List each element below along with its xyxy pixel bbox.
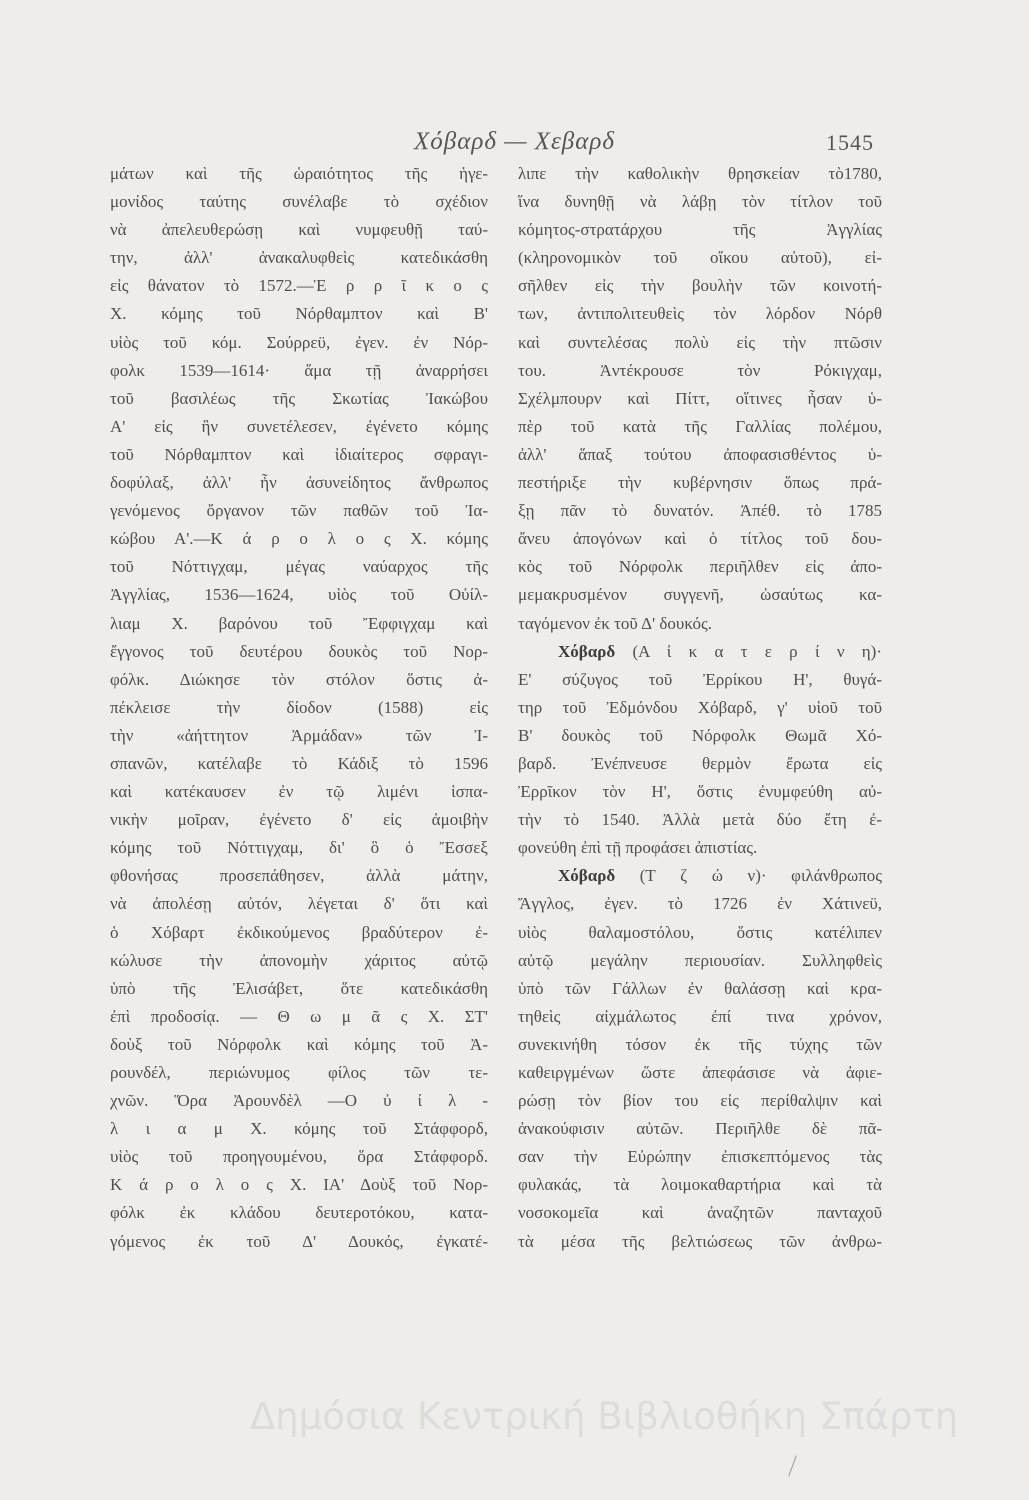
text-line: γόμενος ἐκ τοῦ Δ' Δουκός, ἐγκατέ- — [110, 1231, 488, 1251]
text-line: βαρδ. Ἐνέπνευσε θερμὸν ἔρωτα εἰς — [518, 753, 882, 773]
text-line: ρώσῃ τὸν βίον του εἰς περίθαλψιν καὶ — [518, 1091, 882, 1111]
text-line: τοῦ βασιλέως τῆς Σκωτίας Ἰακώβου — [110, 388, 488, 408]
text-line: πεστήριξε τὴν κυβέρνησιν ὅπως πρά- — [518, 473, 882, 493]
text-line — [518, 862, 882, 890]
text-line: καὶ κατέκαυσεν ἐν τῷ λιμένι ἱσπα- — [110, 782, 488, 802]
scan-speck — [788, 1455, 796, 1476]
text-line: φθονήσας προσεπάθησεν, ἀλλὰ μάτην, — [110, 866, 488, 886]
text-line: ρουνδέλ, περιώνυμος φίλος τῶν τε- — [110, 1063, 488, 1082]
text-line: μάτων καὶ τῆς ὡραιότητος τῆς ἡγε- — [110, 164, 488, 183]
text-line: μεμακρυσμένον συγγενῆ, ὡσαύτως κα- — [518, 585, 882, 605]
text-line: υἱὸς τοῦ κόμ. Σούρρεϋ, ἐγεν. ἐν Νόρ- — [110, 332, 488, 352]
text-line: λ ι α μ Χ. κόμης τοῦ Στάφφορδ, — [110, 1119, 488, 1139]
page-number: 1545 — [826, 130, 874, 155]
text-line: πὲρ τοῦ κατὰ τῆς Γαλλίας πολέμου, — [518, 416, 882, 436]
text-line: ἐπὶ προδοσίᾳ. — Θ ω μ ᾶ ς Χ. ΣΤ' — [110, 1006, 488, 1026]
text-line: (κληρονομικὸν τοῦ οἴκου αὐτοῦ), εἰ- — [518, 248, 882, 268]
text-line: υἱὸς θαλαμοστόλου, ὅστις κατέλιπεν — [518, 922, 882, 942]
text-line: ἀλλ' ἅπαξ τούτου ἀποφασισθέντος ὑ- — [518, 444, 882, 464]
line-text: (Τ ζ ώ ν)· φιλάνθρωπος — [639, 866, 882, 886]
text-line: τὴν τὸ 1540. Ἀλλὰ μετὰ δύο ἔτη ἐ- — [518, 810, 882, 830]
text-line: κόμης τοῦ Νόττιγχαμ, δι' ὃ ὁ Ἔσσεξ — [110, 838, 488, 858]
text-line: Σχέλμπουρν καὶ Πίττ, οἵτινες ἦσαν ὑ- — [518, 388, 882, 408]
text-line: ἄνευ ἀπογόνων καὶ ὁ τίτλος τοῦ δου- — [518, 529, 882, 549]
text-line: ἵνα δυνηθῇ νὰ λάβῃ τὸν τίτλον τοῦ — [518, 192, 882, 212]
text-line: νὰ ἀπολέσῃ αὐτόν, λέγεται δ' ὅτι καὶ — [110, 894, 488, 914]
right-column — [518, 160, 882, 1256]
text-line: Ἐρρῖκον τὸν Η', ὅστις ἐνυμφεύθη αὐ- — [518, 782, 882, 802]
text-line: φόλκ ἐκ κλάδου δευτεροτόκου, κατα- — [110, 1203, 488, 1223]
text-line: καθειργμένων ὥστε ἀπεφάσισε νὰ ἀφιε- — [518, 1063, 882, 1082]
library-watermark: Δημόσια Κεντρική Βιβλιοθήκη Σπάρτη — [250, 1395, 959, 1438]
text-line: τηθεὶς αἰχμάλωτος ἐπί τινα χρόνον, — [518, 1006, 882, 1026]
text-line: κώβου Α'.—Κ ά ρ ο λ ο ς Χ. κόμης — [110, 529, 488, 549]
text-line: τηρ τοῦ Ἐδμόνδου Χόβαρδ, γ' υἱοῦ τοῦ — [518, 697, 882, 717]
text-line: σαν τὴν Εὐρώπην ἐπισκεπτόμενος τὰς — [518, 1147, 882, 1167]
text-line: ἔγγονος τοῦ δευτέρου δουκὸς τοῦ Νορ- — [110, 641, 488, 661]
text-line: υἱὸς τοῦ προηγουμένου, ὅρα Στάφφορδ. — [110, 1147, 488, 1167]
text-line: φόλκ. Διώκησε τὸν στόλον ὅστις ἀ- — [110, 669, 488, 689]
text-line: νικὴν μοῖραν, ἐγένετο δ' εἰς ἀμοιβὴν — [110, 810, 488, 830]
text-line: ὁ Χόβαρτ ἐκδικούμενος βραδύτερον ἐ- — [110, 922, 488, 942]
text-line: Κ ά ρ ο λ ο ς Χ. ΙΑ' Δοὺξ τοῦ Νορ- — [110, 1175, 488, 1195]
running-header: Χόβαρδ — Χεβαρδ — [413, 128, 615, 155]
text-line: αὐτῷ μεγάλην περιουσίαν. Συλληφθεὶς — [518, 950, 882, 970]
text-line: Ε' σύζυγος τοῦ Ἐρρίκου Η', θυγά- — [518, 669, 882, 689]
text-line: ξῃ πᾶν τὸ δυνατόν. Ἀπέθ. τὸ 1785 — [518, 501, 882, 521]
text-line: πέκλεισε τὴν δίοδον (1588) εἰς — [110, 697, 488, 717]
text-line: νοσοκομεῖα καὶ ἀναζητῶν πανταχοῦ — [518, 1203, 882, 1223]
text-line: ἀνακούφισιν αὐτῶν. Περιῆλθε δὲ πᾶ- — [518, 1119, 882, 1139]
text-line: λιαμ Χ. βαρόνου τοῦ Ἔφφιγχαμ καὶ — [110, 613, 488, 633]
text-line: νὰ ἀπελευθερώσῃ καὶ νυμφευθῇ ταύ- — [110, 220, 488, 240]
text-line: την, ἀλλ' ἀνακαλυφθεὶς κατεδικάσθη — [110, 248, 488, 268]
text-line: Ἀγγλίας, 1536—1624, υἱὸς τοῦ Οὐίλ- — [110, 585, 488, 605]
text-line: φυλακάς, τὰ λοιμοκαθαρτήρια καὶ τὰ — [518, 1175, 882, 1195]
text-line: φολκ 1539—1614· ἅμα τῇ ἀναρρήσει — [110, 360, 488, 380]
text-line: Β' δουκὸς τοῦ Νόρφολκ Θωμᾶ Χό- — [518, 725, 882, 745]
entry-headword: Χόβαρδ — [558, 641, 616, 661]
text-line: του. Ἀντέκρουσε τὸν Ρόκιγχαμ, — [518, 360, 882, 380]
text-line: σπανῶν, κατέλαβε τὸ Κάδιξ τὸ 1596 — [110, 753, 488, 773]
text-line: κὸς τοῦ Νόρφολκ περιῆλθεν εἰς ἀπο- — [518, 557, 882, 577]
text-line: δοὺξ τοῦ Νόρφολκ καὶ κόμης τοῦ Ἀ- — [110, 1034, 488, 1054]
text-line: τοῦ Νόττιγχαμ, μέγας ναύαρχος τῆς — [110, 557, 488, 577]
text-line: καὶ συντελέσας πολὺ εἰς τὴν πτῶσιν — [518, 332, 882, 352]
text-line: Χ. κόμης τοῦ Νόρθαμπτον καὶ Β' — [110, 304, 488, 324]
text-line: σῆλθεν εἰς τὴν βουλὴν τῶν κοινοτή- — [518, 276, 882, 296]
text-line: συνεκινήθη τόσον ἐκ τῆς τύχης τῶν — [518, 1034, 882, 1054]
text-line: των, ἀντιπολιτευθεὶς τὸν λόρδον Νόρθ — [518, 304, 882, 324]
text-line: κόμητος-στρατάρχου τῆς Ἀγγλίας — [518, 220, 882, 240]
text-line: κώλυσε τὴν ἀπονομὴν χάριτος αὐτῷ — [110, 950, 488, 970]
text-line — [518, 638, 882, 666]
text-line: τὰ μέσα τῆς βελτιώσεως τῶν ἀνθρω- — [518, 1231, 882, 1251]
text-line: τὴν «ἀήττητον Ἀρμάδαν» τῶν Ἰ- — [110, 725, 488, 745]
text-line: ταγόμενον ἐκ τοῦ Δ' δουκός. — [518, 613, 712, 633]
text-line: τοῦ Νόρθαμπτον καὶ ἰδιαίτερος σφραγι- — [110, 444, 488, 464]
left-column — [110, 160, 488, 1256]
text-line: εἰς θάνατον τὸ 1572.—Ἑ ρ ρ ῖ κ ο ς — [110, 276, 488, 296]
text-line: χνῶν. Ὅρα Ἀρουνδὲλ —Ο ὐ ί λ - — [110, 1091, 488, 1111]
text-line: λιπε τὴν καθολικὴν θρησκείαν τὸ1780, — [518, 164, 882, 183]
line-text: (Α ἰ κ α τ ε ρ ί ν η)· — [632, 641, 882, 661]
text-line: Α' εἰς ἣν συνετέλεσεν, ἐγένετο κόμης — [110, 416, 488, 436]
text-line: γενόμενος ὄργανον τῶν παθῶν τοῦ Ἰα- — [110, 501, 488, 521]
text-line: Ἄγγλος, ἐγεν. τὸ 1726 ἐν Χάτινεϋ, — [518, 894, 882, 914]
text-line: δοφύλαξ, ἀλλ' ἦν ἀσυνείδητος ἄνθρωπος — [110, 473, 488, 493]
text-line: μονίδος ταύτης συνέλαβε τὸ σχέδιον — [110, 192, 488, 212]
entry-headword: Χόβαρδ — [558, 866, 616, 886]
text-line: ὑπὸ τῶν Γάλλων ἐν θαλάσσῃ καὶ κρα- — [518, 978, 882, 998]
text-line: ὑπὸ τῆς Ἐλισάβετ, ὅτε κατεδικάσθη — [110, 978, 488, 998]
text-line: φονεύθη ἐπὶ τῇ προφάσει ἀπιστίας. — [518, 838, 758, 858]
